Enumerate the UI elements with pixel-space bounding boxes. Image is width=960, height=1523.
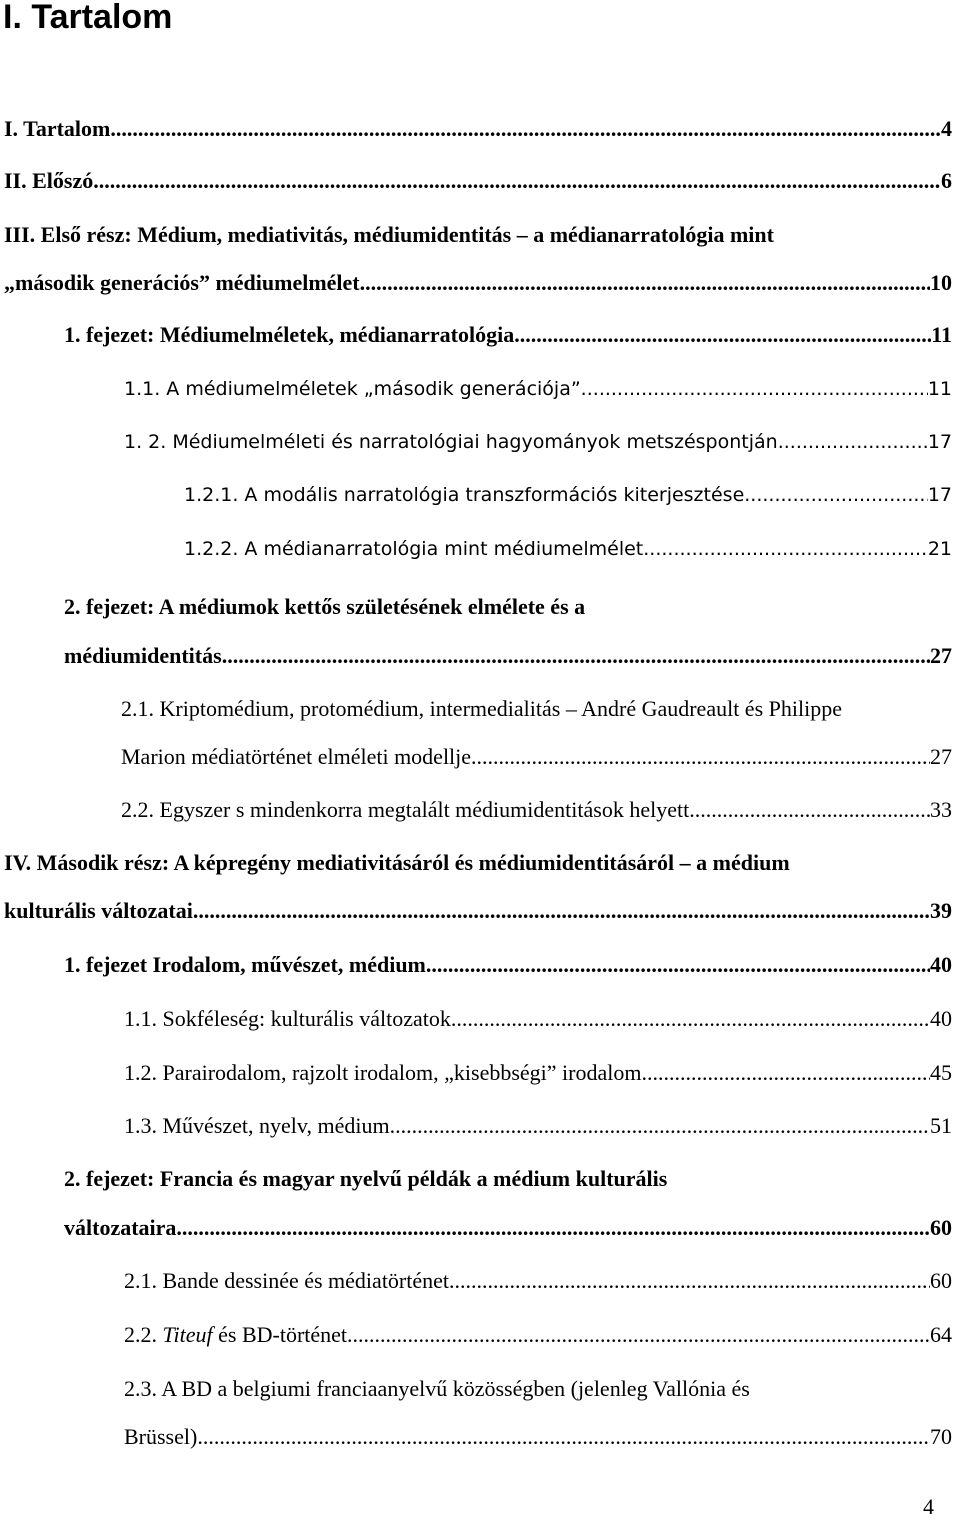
toc-page-number: 64 [930,1322,952,1347]
toc-page-number: 70 [930,1424,952,1449]
toc-page-number: 21 [927,538,952,560]
toc-entry[interactable] [124,425,952,459]
toc-page-number: 45 [930,1060,952,1085]
toc-entry[interactable] [124,1420,952,1454]
toc-entry[interactable] [121,793,952,827]
toc-entry-title: Brüssel) [124,1424,198,1449]
toc-entry[interactable] [64,948,952,982]
toc-page-number: 27 [930,744,952,769]
toc-entry-rest: és BD-történet [212,1322,348,1347]
page-number: 4 [923,1494,934,1519]
toc-entry[interactable] [4,894,952,928]
toc-page-number: 17 [927,484,952,506]
toc-entry[interactable] [64,1211,952,1245]
toc-leader [778,425,928,459]
toc-entry-title: 1. fejezet Irodalom, művészet, médium [64,952,426,977]
toc-entry-title[interactable]: 2.3. A BD a belgiumi franciaanyelvű közösségben (jelenleg Vallónia és [124,1376,750,1401]
toc-leader [360,266,930,300]
toc-leader [193,894,930,928]
toc-entry-title: 1.3. Művészet, nyelv, médium [124,1113,390,1138]
toc-entry-title: 1.1. A médiumelméletek „második generációja”. [124,378,587,400]
toc-entry-title: I. Tartalom [4,116,111,141]
page-heading: I. Tartalom [3,0,173,36]
toc-entry-title: Marion médiatörténet elméleti modellje [121,744,472,769]
toc-leader [641,1056,930,1090]
toc-leader [449,1264,930,1298]
toc-page-number: 11 [931,322,952,347]
toc-leader [689,793,930,827]
toc-page-number: 60 [930,1268,952,1293]
toc-entry-title: 2.2. Egyszer s mindenkorra megtalált médiumidentitások helyett [121,797,690,822]
toc-entry-title: kulturális változatai [4,898,193,923]
toc-leader [643,532,928,566]
toc-leader [390,1109,930,1143]
toc-leader [426,948,930,982]
toc-entry[interactable] [184,532,952,566]
toc-page-number: 6 [941,168,952,193]
toc-page-number: 11 [927,378,952,400]
toc-leader [222,639,930,673]
toc-leader [347,1318,930,1352]
toc-entry-title [124,1318,347,1352]
toc-page-number: 10 [930,270,952,295]
toc-entry[interactable] [4,266,952,300]
toc-leader [451,1002,930,1036]
toc-leader [197,1420,930,1454]
toc-leader [99,164,941,198]
toc-entry-italic-title: Titeuf [162,1322,213,1347]
toc-page-number: 17 [927,431,952,453]
toc-entry-title[interactable]: IV. Második rész: A képregény mediativitásáról és médiumidentitásáról – a médium [4,850,790,875]
toc-page-number: 33 [930,797,952,822]
toc-page-number: 40 [930,952,952,977]
toc-entry[interactable] [64,318,952,352]
toc-entry[interactable] [124,372,952,406]
toc-page-number: 4 [941,116,952,141]
toc-entry[interactable] [124,1318,952,1352]
toc-leader [514,318,931,352]
toc-entry-title: II. Előszó. [4,168,99,193]
toc-entry[interactable] [64,639,952,673]
toc-entry-title: médiumidentitás [64,643,222,668]
toc-page-number: 27 [930,643,952,668]
toc-entry[interactable] [121,740,952,774]
toc-entry-title: 1.2. Parairodalom, rajzolt irodalom, „kisebbségi” irodalom [124,1060,642,1085]
toc-entry[interactable] [124,1002,952,1036]
toc-entry-title: 1. 2. Médiumelméleti és narratológiai hagyományok metszéspontján [124,431,778,453]
toc-entry[interactable] [124,1109,952,1143]
toc-leader [587,372,928,406]
toc-entry[interactable] [4,164,952,198]
toc-entry-title[interactable]: 2. fejezet: Francia és magyar nyelvű példák a médium kulturális [64,1166,668,1191]
toc-leader [176,1211,930,1245]
toc-entry-title[interactable]: 2.1. Kriptomédium, protomédium, intermedialitás – André Gaudreault és Philippe [121,696,842,721]
toc-entry[interactable] [184,478,952,512]
toc-entry-title: 1.1. Sokféleség: kulturális változatok [124,1006,451,1031]
toc-page-number: 51 [930,1113,952,1138]
toc-entry-title: 1. fejezet: Médiumelméletek, médianarratológia [64,322,515,347]
toc-entry[interactable] [4,112,952,146]
toc-entry-title: „második generációs” médiumelmélet [4,270,360,295]
toc-entry-prefix: 2.2. [124,1322,163,1347]
toc-page-number: 39 [930,898,952,923]
toc-leader [471,740,930,774]
toc-leader [744,478,928,512]
toc-leader [110,112,941,146]
toc-entry-title: változataira [64,1215,177,1240]
toc-entry-title: 1.2.1. A modális narratológia transzformációs kiterjesztése [184,484,745,506]
toc-entry-title: 2.1. Bande dessinée és médiatörténet [124,1268,450,1293]
toc-page-number: 60 [930,1215,952,1240]
toc-page-number: 40 [930,1006,952,1031]
toc-entry[interactable] [124,1056,952,1090]
toc-entry-title[interactable]: III. Első rész: Médium, mediativitás, médiumidentitás – a médianarratológia mint [4,222,774,247]
toc-entry[interactable] [124,1264,952,1298]
toc-entry-title: 1.2.2. A médianarratológia mint médiumelmélet [184,538,644,560]
toc-entry-title[interactable]: 2. fejezet: A médiumok kettős születésének elmélete és a [64,594,586,619]
